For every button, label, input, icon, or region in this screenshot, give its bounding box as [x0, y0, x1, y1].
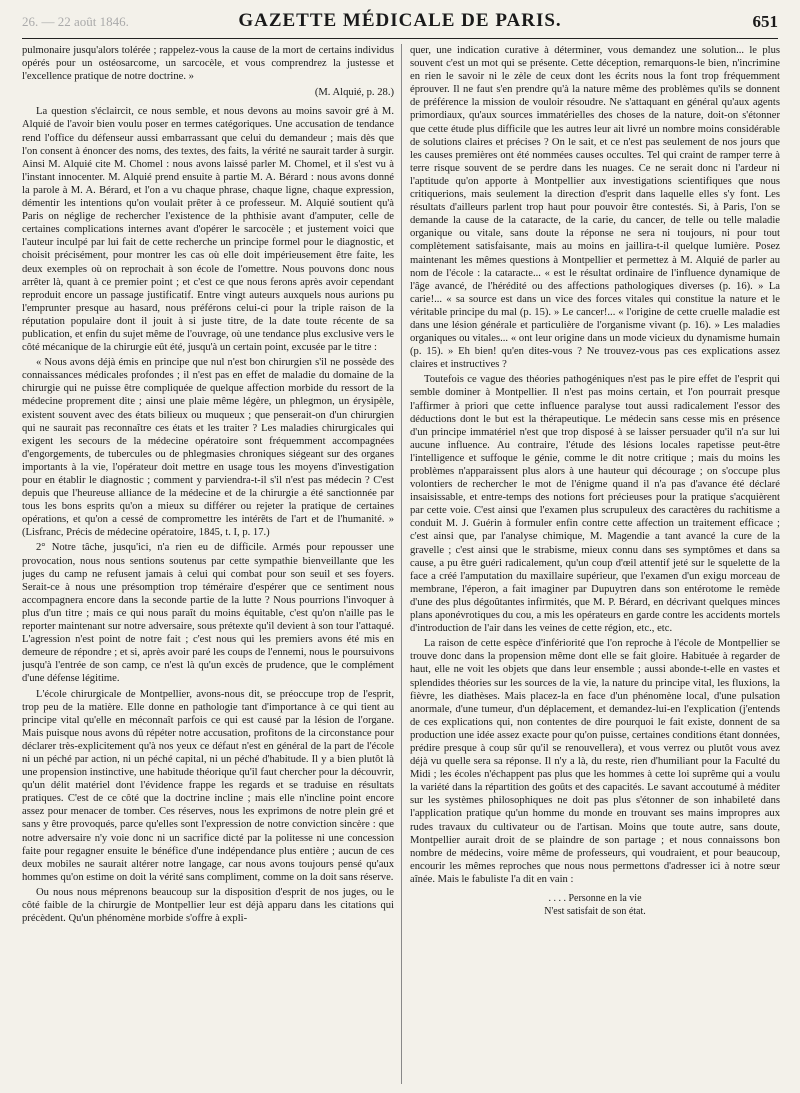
left-column: [22, 44, 394, 1084]
paragraph: Toutefois ce vague des théories pathogéniques n'est pas le pire effet de l'esprit qui semble dominer à Montpellier. Il n'est pas moins certain, et l'on pourrait presque l'affirmer à priori que cette influence paralyse tout aussi radicalement l'essor des déductions dont le but est la thérapeutique. Le médecin sans cesse mis en présence d'un principe immatériel n'est que trop disposé à se laisser persuader qu'il n'a sur lui aucune influence. Au contraire, l'étude des lésions locales rapetisse peut-être l'intelligence et suffoque le génie, comme le dit notre critique ; mais du moins les problèmes n'apparaissent plus alors à une hauteur qui décourage ; on s'occupe plus volontiers de rechercher le mot de l'énigme quand il n'a pas d'avance été déclaré insaisissable, et entre-temps des notions fort précieuses pour la pratique s'acquièrent par cette voie. C'est ainsi que l'examen plus scrupuleux des caractères du rachitisme a conduit M. J. Guérin à formuler enfin contre cette affection un traitement efficace ; c'est ainsi que, par l'analyse chimique, M. Magendie a tant avancé la cure de la gravelle ; c'est ainsi que le strabisme, mieux connu dans ses symptômes et dans sa cause, a pu être guéri radicalement, qu'un coup d'œil attentif jeté sur le squelette de la face a créé l'amputation du maxillaire supérieur, que l'examen d'un exigu morceau de membrane, l'éperon, a fait imaginer par Dupuytren dans son entérotome le remède d'une des plus dégoûtantes infirmités, que M. P. Bérard, en décrivant quelques minces plans aponévrotiques du cou, a mis les opérateurs en garde contre les accidents mortels d'introduction de l'air dans les veines de cette région, etc., etc.: [410, 374, 780, 635]
paragraph: 2° Notre tâche, jusqu'ici, n'a rien eu de difficile. Armés pour repousser une provocation, nous nous sentions soutenus par cette sympathie bienveillante que les juges du camp ne refusent jamais à celui qui combat pour son seuil et ses foyers. Serait-ce à nous une présomption trop téméraire d'espérer que ce sentiment nous accompagnera encore dans la seconde partie de la lutte ? Nous pourrions l'invoquer à plus d'un titre ; mais ce qui nous paraît du moins équitable, c'est qu'on n'aille pas le reporter maintenant sur notre adversaire, sous prétexte qu'il devient à son tour l'attaqué. L'agression n'est point de notre fait ; c'est nous qui les premiers avons été mis en demeure de répondre ; et si, après avoir paré les coups de l'ennemi, nous le poursuivons jusqu'à l'entrée de son camp, ce n'est là qu'un excès de prudence, que le complément d'une défense légitime.: [22, 542, 394, 685]
paragraph: L'école chirurgicale de Montpellier, avons-nous dit, se préoccupe trop de l'esprit, trop peu de la matière. Elle donne en pathologie tant d'importance à ce qui tient au principe vital qu'elle en méconnaît parfois ce qui est causé par la lésion de l'organe. Mais puisque nous avons dû répéter notre accusation, profitons de la circonstance pour déclarer très-explicitement qu'à nos yeux ce défaut n'est en général de la part de l'école ni un péché par action, ni un péché capital, ni un péché d'habitude. Il y a bien plutôt là une propension instinctive, une habitude théorique qu'il faut chercher pour la découvrir, qu'un délit matériel dont l'évidence frappe les regards et se traduise en résultats pratiques. C'est de ce côté que la doctrine incline ; mais elle n'incline point encore assez pour menacer de tomber. Ces réserves, nous les exprimons de notre plein gré et sans y être provoqués, parce qu'elles sont l'expression de notre conviction sincère : que notre adversaire n'y voie donc ni un sacrifice dicté par la politesse ni une concession faite pour regagner ensuite le bénéfice d'une indépendance plus entière ; aucun de ces deux mobiles ne saurait altérer notre langage, car nous avons toujours pensé qu'aux hommes qu'on estime on doit la vérité sans compliment, comme on la doit sans réserve.: [22, 688, 394, 883]
right-column: [410, 44, 780, 1084]
page-number: 651: [752, 12, 778, 31]
paragraph: La question s'éclaircit, ce nous semble, et nous devons au moins savoir gré à M. Alquié de l'avoir bien voulu poser en termes catégoriques. Une accusation de tendance rend l'office du défenseur aussi embarrassant que celui du demandeur ; mais dès que l'on consent à énoncer des noms, des textes, des faits, la vérité ne saurait tarder à surgir. Ainsi M. Alquié cite M. Chomel : nous avons laissé parler M. Chomel, et il s'est vu à l'instant innocenter. M. Alquié prend ensuite à partie M. A. Bérard : nous avons donné la parole à M. A. Bérard, et l'on a vu chaque phrase, chaque ligne, chaque expression, démentir les intentions qu'on voulait prêter à ce professeur. M. Alquié soutient qu'à Paris on néglige de rechercher l'existence de la phthisie avant d'amputer, celle de certaines complications internes avant d'opérer le sarcocèle ; et justement voici que l'auteur inculpé par lui fait de cette recherche un principe formel pour le diagnostic, et choisit précisément, pour montrer les cas où elle doit impérieusement être faite, les deux exemples où on reprochait à son école de l'omettre. Nous pouvons donc nous arrêter là, quant à ce premier point ; et c'est ce que nous ferons après avoir cependant reproduit encore un passage justificatif. Entre vingt auteurs auxquels nous aurions pu l'emprunter presque au hasard, nous préférons celui-ci pour la triple raison de la réputation populaire dont il jouit à si juste titre, de la date toute récente de sa publication, et enfin du sujet même de l'ouvrage, où une tendance plus exclusive vers le côté mécanique de la chirurgie eût été, jusqu'à un certain point, excusée par le titre :: [22, 106, 394, 354]
verse-line: N'est satisfait de son état.: [544, 906, 646, 917]
quote-paragraph: « Nous avons déjà émis en principe que nul n'est bon chirurgien s'il ne possède des connaissances médicales profondes ; il n'est pas en effet de maladie du domaine de la chirurgie qui ne puisse être compliquée de quelque affection morbide du ressort de la médecine proprement dite ; ainsi une plaie même légère, un phlegmon, un érysipèle, existent souvent avec des états bilieux ou muqueux ; que penserait-on d'un chirurgien qui ne saurait pas reconnaître ces états et les traiter ? Les maladies chirurgicales qui exigent les secours de la médecine opératoire sont fréquemment accompagnées d'engorgements, de tubercules ou de phlegmasies chroniques siégeant sur des organes importants à la vie, l'opérateur doit mettre en usage tous les moyens d'investigation pour en établir le diagnostic ; comment y parviendra-t-il s'il n'est pas médecin ? C'est depuis que l'heureuse alliance de la médecine et de la chirurgie a été sanctionnée par tous les bons esprits qu'on a mieux su différer ou rejeter la pratique de certaines opérations, et qu'on a cessé de compromettre les intérêts de l'art et de l'humanité. » (Lisfranc, Précis de médecine opératoire, 1845, t. I, p. 17.): [22, 357, 394, 539]
verse-quote: [410, 892, 780, 918]
verse-line: . . . . Personne en la vie: [548, 893, 642, 904]
running-date: 26. — 22 août 1846.: [22, 14, 129, 29]
paragraph: Ou nous nous méprenons beaucoup sur la disposition d'esprit de nos juges, ou le côté faible de la chirurgie de Montpellier leur est déjà apparu dans les citations qui précèdent. Qu'un phénomène morbide s'offre à expli-: [22, 886, 394, 925]
paragraph: La raison de cette espèce d'infériorité que l'on reproche à l'école de Montpellier se trouve donc dans la propension même dont elle se fait gloire. Habituée à regarder de haut, elle ne voit les objets que dans leur ensemble ; aussi abonde-t-elle en vastes et splendides théories sur les sources de la vie, la nature du principe vital, les fluxions, la fièvre, les diathèses. Mais placez-la en face d'un phénomène local, d'une pulsation anormale, d'une tumeur, d'un déplacement, et demandez-lui-en l'explication (j'entends de ces explications qui, non contentes de dire pourquoi le fait existe, donnent de sa production une idée assez exacte pour qu'on puisse, certaines conditions étant données, prédire presque à coup sûr qu'il se renouvellera), et vous verrez ou plutôt vous avez déjà vu quelle sera sa réponse. Il n'y a là, du reste, rien d'humiliant pour la Faculté du Midi ; les écoles n'échappent pas plus que les hommes à cette loi suprême qui a voulu la variété dans la répartition des goûts et des capacités. Le savant accoutumé à méditer sur les systèmes philosophiques ne doit pas plus s'étonner de son inhabileté dans l'application pratique qu'un homme du monde en trouvant ses mains impropres aux rudes travaux du cultivateur ou de l'artisan. Moins que toute autre, sans doute, Montpellier aurait droit de se plaindre de son partage ; et nous connaissons bon nombre de médecins, voire même de professeurs, qui voudraient, et pour beaucoup, encourir les mêmes reproches que nous nous permettons d'adresser ici à notre sœur aînée. Mais le fabuliste l'a dit en vain :: [410, 638, 780, 885]
page-header: [22, 8, 778, 39]
citation: (M. Alquié, p. 28.): [314, 87, 394, 99]
column-divider: [401, 44, 402, 1084]
paragraph: pulmonaire jusqu'alors tolérée ; rappelez-vous la cause de la mort de certains individus opérés pour un ostéosarcome, un sarcocèle, et vous comprendrez la justesse et l'excellence pratique de notre doctrine. »: [22, 45, 394, 83]
paragraph: quer, une indication curative à déterminer, vous demandez une solution... le plus souvent c'est un mot qui se présente. Cette déception, remarquons-le bien, n'incrimine en rien le savoir ni le zèle de ceux dont les écrits nous la font trop fréquemment éprouver. Il ne faut s'en prendre qu'à la nature même des problèmes qu'ils se donnent de préférence la mission de vouloir résoudre. Ne s'attaquant en général qu'aux agents primordiaux, qu'aux sources immatérielles des choses de la nature, doit-on s'étonner que cette étude plus difficile que les autres leur ait livré un nombre moins considérable de solutions claires et précises ? On le sait, et ce n'est pas seulement de nos jours que les causes premières ont été nommées causes occultes. Tel qui craint de ramper terre à terre risque souvent de se perdre dans les nuages. Ce ne serait donc ni l'ardeur ni l'aptitude qu'on apporte à Montpellier aux investigations scientifiques que nous critiquerions, mais seulement la direction d'esprit dans laquelle elles s'y font. Les résultats d'ailleurs parlent trop haut pour pouvoir être contestés. Si, à Paris, l'on se demande la cause de la cataracte, de la carie, du cancer, de telle ou telle maladie organique ou vitale, sans doute la réponse ne sera ni toujours, ni pour tout complètement satisfaisante, mais au moins en jaillira-t-il quelque lumière. Posez maintenant les mêmes questions à Montpellier et permettez à M. Alquié de parler au nom de l'école : la cataracte... « est le résultat ordinaire de l'influence dynamique de l'âge avancé, de l'hérédité ou des affections pathologiques diverses (p. 16). » La carie!... « sa source est dans un vice des forces vitales qui constitue la nature et le véritable principe du mal (p. 15). » Le cancer!... « l'origine de cette cruelle maladie est dans une lésion générale et particulière de l'organisme vivant (p. 16). » Les maladies organiques ou vitales... « ont leur origine dans un mode vicieux du dynamisme humain (p. 15). » Eh bien! qu'en dites-vous ? Ne trouvez-vous pas ces explications assez claires et instructives ?: [410, 45, 780, 371]
journal-title: GAZETTE MÉDICALE DE PARIS.: [238, 10, 562, 31]
